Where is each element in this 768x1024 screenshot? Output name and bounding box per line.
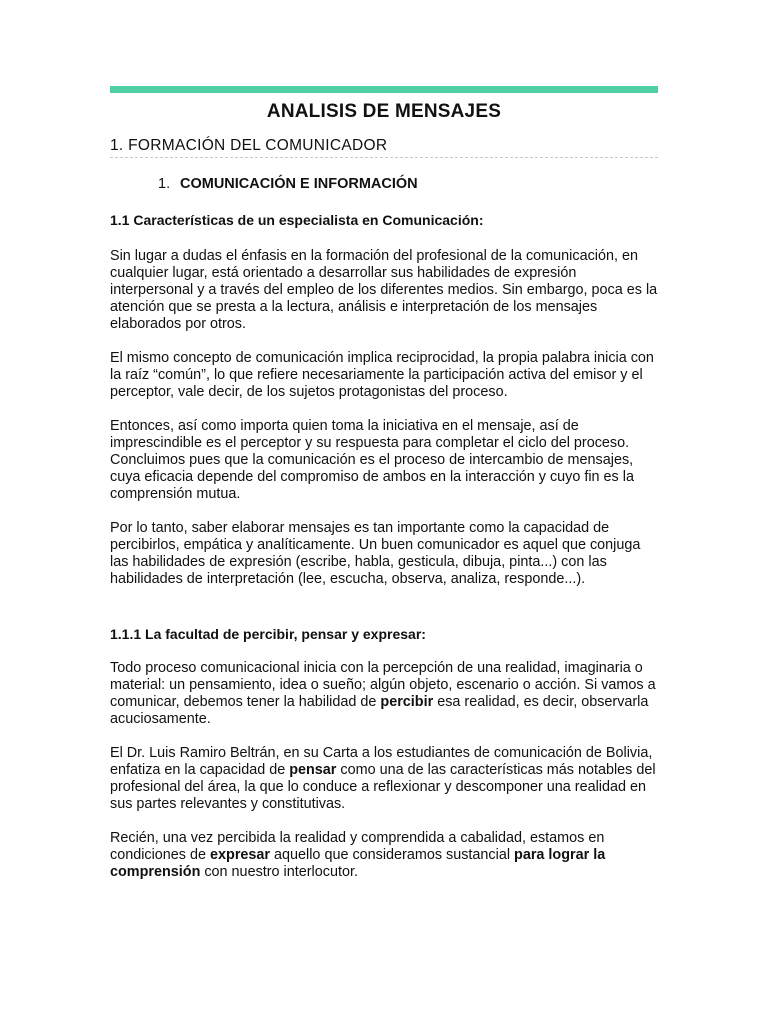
- numbered-heading-text: COMUNICACIÓN E INFORMACIÓN: [180, 176, 418, 192]
- paragraph-6: El Dr. Luis Ramiro Beltrán, en su Carta a los estudiantes de comunicación de Bolivia, enfatiza en la capacidad de pensar como una de las características más notables del profesional del área, la que lo conduce a reflexionar y descomponer una realidad en sus partes relevantes y constitutivas.: [110, 745, 656, 812]
- paragraph-3: Entonces, así como importa quien toma la iniciativa en el mensaje, así de imprescindible es el perceptor y su respuesta para completar el ciclo del proceso. Concluimos pues que la comunicación es el proceso de intercambio de mensajes, cuya eficacia depende del compromiso de ambos en la interacción y cuyo fin es la comprensión mutua.: [110, 418, 634, 502]
- numbered-heading: [110, 176, 658, 192]
- bold-pensar: pensar: [289, 762, 337, 778]
- paragraph-7: Recién, una vez percibida la realidad y comprendida a cabalidad, estamos en condiciones de expresar aquello que consideramos sustancial para lograr la comprensión con nuestro interlocutor.: [110, 830, 606, 880]
- numbered-heading-number: 1.: [158, 176, 171, 192]
- document-title: ANALISIS DE MENSAJES: [266, 101, 502, 122]
- document-page: [110, 86, 658, 881]
- subheading-characteristics: 1.1 Características de un especialista en Comunicación:: [110, 212, 484, 228]
- paragraph-4: Por lo tanto, saber elaborar mensajes es tan importante como la capacidad de percibirlos, empática y analíticamente. Un buen comunicador es aquel que conjuga las habilidades de expresión (escribe, habla, gesticula, dibuja, pinta...) con las habilidades de interpretación (lee, escucha, observa, analiza, responde...).: [110, 520, 641, 587]
- bold-expresar: expresar: [210, 847, 271, 863]
- section-heading: 1. FORMACIÓN DEL COMUNICADOR: [110, 137, 658, 158]
- top-accent-rule: [110, 86, 658, 93]
- subheading-perceive-think-express: 1.1.1 La facultad de percibir, pensar y expresar:: [110, 626, 426, 642]
- bold-percibir: percibir: [380, 694, 434, 710]
- paragraph-5: Todo proceso comunicacional inicia con la percepción de una realidad, imaginaria o material: un pensamiento, idea o sueño; algún objeto, escenario o acción. Si vamos a comunicar, debemos tener la habilidad de percibir esa realidad, es decir, observarla acuciosamente.: [110, 660, 656, 727]
- bold-para-lograr: para lograr la comprensión: [110, 847, 606, 880]
- paragraph-1: Sin lugar a dudas el énfasis en la formación del profesional de la comunicación, en cualquier lugar, está orientado a desarrollar sus habilidades de expresión interpersonal y a través del empleo de los diferentes medios. Sin embargo, poca es la atención que se presta a la lectura, análisis e interpretación de los mensajes elaborados por otros.: [110, 248, 658, 332]
- paragraph-2: El mismo concepto de comunicación implica reciprocidad, la propia palabra inicia con la raíz “común”, lo que refiere necesariamente la participación activa del emisor y el perceptor, vale decir, de los sujetos protagonistas del proceso.: [110, 350, 654, 400]
